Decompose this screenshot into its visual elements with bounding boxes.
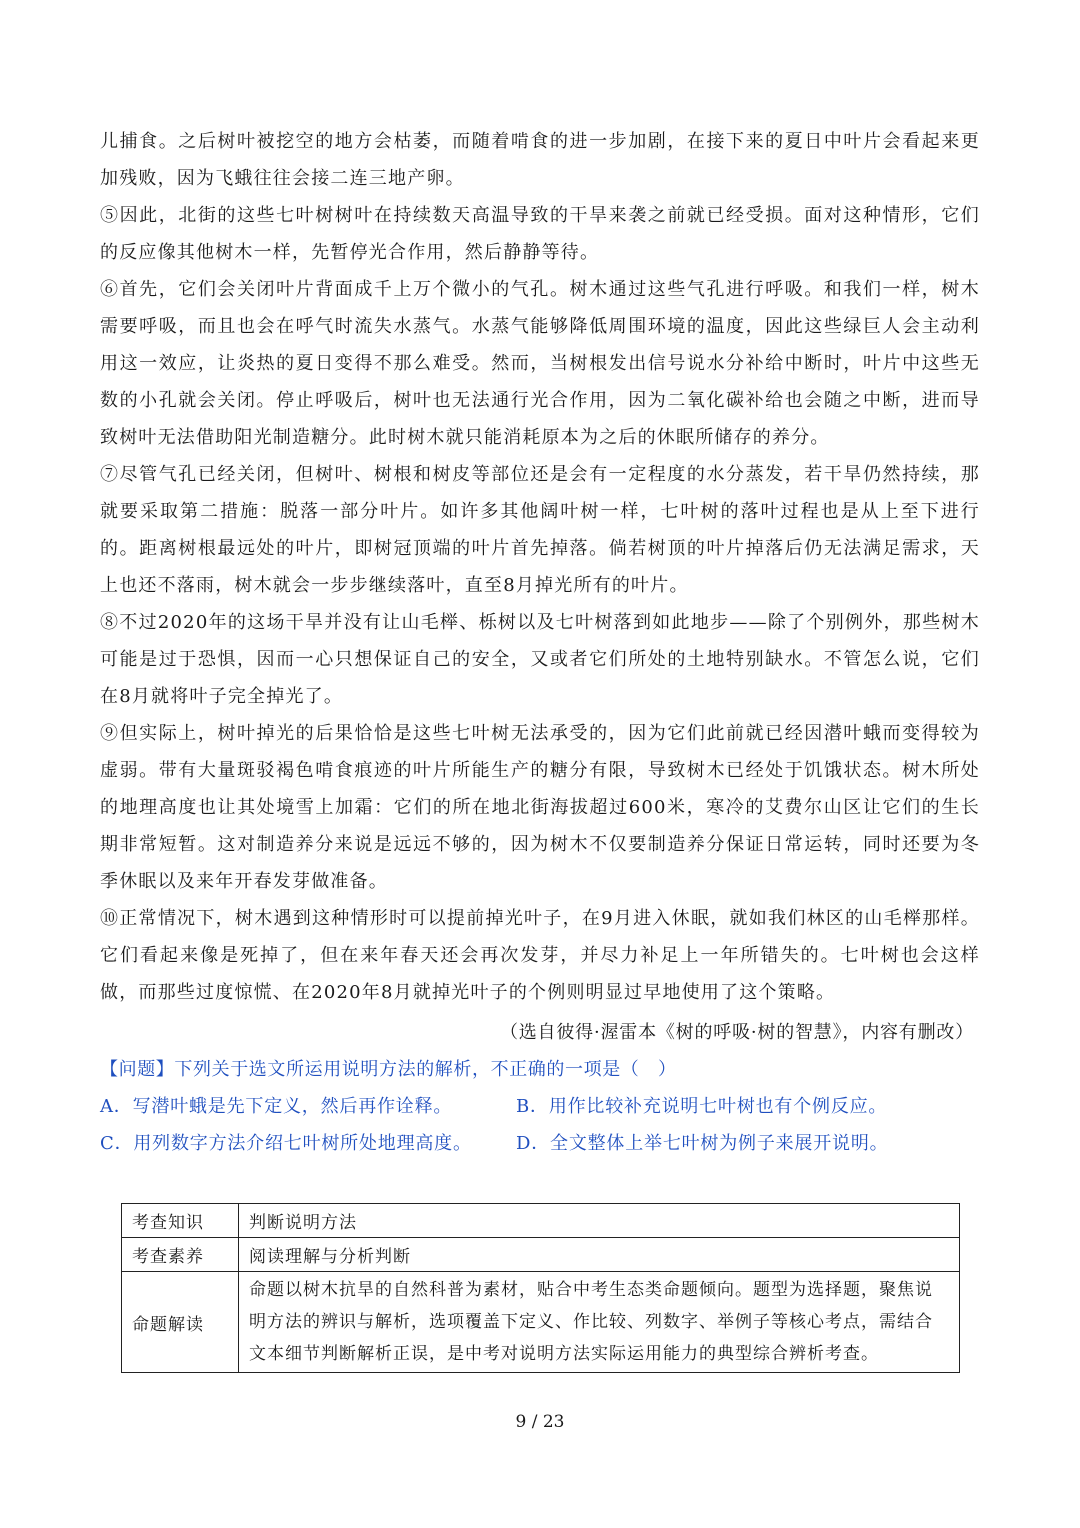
article-paragraph: 儿捕食。之后树叶被挖空的地方会枯萎，而随着啃食的进一步加剧，在接下来的夏日中叶片会看起来更加残败，因为飞蛾往往会接二连三地产卵。: [100, 131, 980, 189]
question-tag: 【问题】: [100, 1059, 175, 1080]
table-row: [122, 1238, 960, 1272]
article-paragraph: ⑨但实际上，树叶掉光的后果恰恰是这些七叶树无法承受的，因为它们此前就已经因潜叶蛾而变得较为虚弱。带有大量斑驳褐色啃食痕迹的叶片所能生产的糖分有限，导致树木已经处于饥饿状态。树木所处的地理高度也让其处境雪上加霜：它们的所在地北街海拔超过600米，寒冷的艾费尔山区让它们的生长期非常短暂。这对制造养分来说是远远不够的，因为树木不仅要制造养分保证日常运转，同时还要为冬季休眠以及来年开春发芽做准备。: [100, 723, 980, 892]
table-value: 判断说明方法: [239, 1204, 960, 1238]
table-row: [122, 1272, 960, 1373]
option-d: D．全文整体上举七叶树为例子来展开说明。: [516, 1133, 889, 1154]
table-row: [122, 1204, 960, 1238]
article-paragraph: ⑤因此，北街的这些七叶树树叶在持续数天高温导致的干旱来袭之前就已经受损。面对这种情形，它们的反应像其他树木一样，先暂停光合作用，然后静静等待。: [100, 205, 980, 263]
table-value: 命题以树木抗旱的自然科普为素材，贴合中考生态类命题倾向。题型为选择题，聚焦说明方法的辨识与解析，选项覆盖下定义、作比较、列数字、举例子等核心考点，需结合文本细节判断解析正误，是中考对说明方法实际运用能力的典型综合辨析考查。: [239, 1272, 960, 1373]
page-number: 9 / 23: [515, 1412, 565, 1432]
article-paragraph: ⑧不过2020年的这场干旱并没有让山毛榉、栎树以及七叶树落到如此地步——除了个别例外，那些树木可能是过于恐惧，因而一心只想保证自己的安全，又或者它们所处的土地特别缺水。不管怎么说，它们在8月就将叶子完全掉光了。: [100, 612, 980, 707]
article-paragraph: ⑥首先，它们会关闭叶片背面成千上万个微小的气孔。树木通过这些气孔进行呼吸。和我们一样，树木需要呼吸，而且也会在呼气时流失水蒸气。水蒸气能够降低周围环境的温度，因此这些绿巨人会主动利用这一效应，让炎热的夏日变得不那么难受。然而，当树根发出信号说水分补给中断时，叶片中这些无数的小孔就会关闭。停止呼吸后，树叶也无法通行光合作用，因为二氧化碳补给也会随之中断，进而导致树叶无法借助阳光制造糖分。此时树木就只能消耗原本为之后的休眠所储存的养分。: [100, 279, 980, 448]
table-key: 考查知识: [122, 1204, 239, 1238]
table-value: 阅读理解与分析判断: [239, 1238, 960, 1272]
question-text: 下列关于选文所运用说明方法的解析，不正确的一项是（ ）: [174, 1059, 677, 1080]
option-c: C．用列数字方法介绍七叶树所处地理高度。: [100, 1133, 472, 1154]
table-key: 命题解读: [122, 1272, 239, 1373]
question-stem: [100, 1051, 980, 1088]
table-key: 考查素养: [122, 1238, 239, 1272]
analysis-table: [121, 1203, 960, 1373]
article-paragraph: ⑩正常情况下，树木遇到这种情形时可以提前掉光叶子，在9月进入休眠，就如我们林区的山毛榉那样。它们看起来像是死掉了，但在来年春天还会再次发芽，并尽力补足上一年所错失的。七叶树也会这样做，而那些过度惊慌、在2020年8月就掉光叶子的个例则明显过早地使用了这个策略。: [100, 908, 980, 1003]
option-a: A．写潜叶蛾是先下定义，然后再作诠释。: [100, 1096, 453, 1117]
article-paragraph: ⑦尽管气孔已经关闭，但树叶、树根和树皮等部位还是会有一定程度的水分蒸发，若干旱仍然持续，那就要采取第二措施：脱落一部分叶片。如许多其他阔叶树一样，七叶树的落叶过程也是从上至下进行的。距离树根最远处的叶片，即树冠顶端的叶片首先掉落。倘若树顶的叶片掉落后仍无法满足需求，天上也还不落雨，树木就会一步步继续落叶，直至8月掉光所有的叶片。: [100, 464, 980, 596]
option-b: B．用作比较补充说明七叶树也有个例反应。: [516, 1096, 888, 1117]
article-source: （选自彼得·渥雷本《树的呼吸·树的智慧》，内容有删改）: [499, 1022, 974, 1043]
